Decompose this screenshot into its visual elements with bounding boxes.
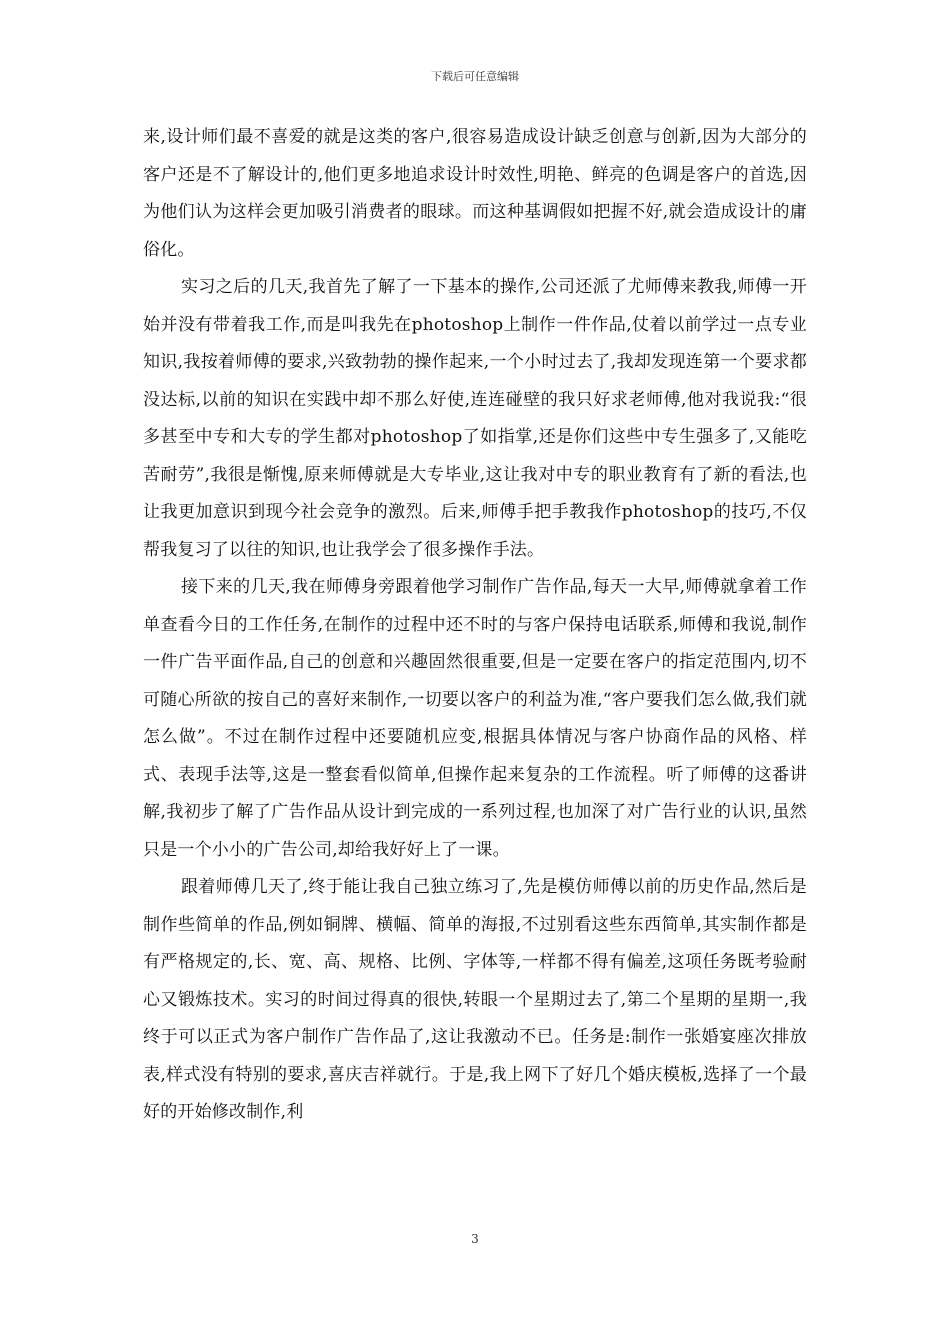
paragraph-independent-practice: 跟着师傅几天了,终于能让我自己独立练习了,先是模仿师傅以前的历史作品,然后是制作些简单的作品,例如铜牌、横幅、简单的海报,不过别看这些东西简单,其实制作都是有严格规定的,长、宽、高、规格、比例、字体等,一样都不得有偏差,这项任务既考验耐心又锻炼技术。实习的时间过得真的很快,转眼一个星期过去了,第二个星期的星期一,我终于可以正式为客户制作广告作品了,这让我激动不已。任务是:制作一张婚宴座次排放表,样式没有特别的要求,喜庆吉祥就行。于是,我上网下了好几个婚庆模板,选择了一个最好的开始修改制作,利 bbox=[143, 877, 807, 1122]
document-body bbox=[143, 119, 807, 1132]
page-header: 下载后可任意编辑 bbox=[431, 70, 519, 83]
paragraph-learning-with-master: 接下来的几天,我在师傅身旁跟着他学习制作广告作品,每天一大早,师傅就拿着工作单查看今日的工作任务,在制作的过程中还不时的与客户保持电话联系,师傅和我说,制作一件广告平面作品,自己的创意和兴趣固然很重要,但是一定要在客户的指定范围内,切不可随心所欲的按自己的喜好来制作,一切要以客户的利益为准,“客户要我们怎么做,我们就怎么做”。不过在制作过程中还要随机应变,根据具体情况与客户协商作品的风格、样式、表现手法等,这是一整套看似简单,但操作起来复杂的工作流程。听了师傅的这番讲解,我初步了解了广告作品从设计到完成的一系列过程,也加深了对广告行业的认识,虽然只是一个小小的广告公司,却给我好好上了一课。 bbox=[143, 577, 807, 860]
paragraph-continuation: 来,设计师们最不喜爱的就是这类的客户,很容易造成设计缺乏创意与创新,因为大部分的客户还是不了解设计的,他们更多地追求设计时效性,明艳、鲜亮的色调是客户的首选,因为他们认为这样会更加吸引消费者的眼球。而这种基调假如把握不好,就会造成设计的庸俗化。 bbox=[143, 127, 807, 260]
paragraph-internship-first-days: 实习之后的几天,我首先了解了一下基本的操作,公司还派了尤师傅来教我,师傅一开始并没有带着我工作,而是叫我先在photoshop上制作一件作品,仗着以前学过一点专业知识,我按着师傅的要求,兴致勃勃的操作起来,一个小时过去了,我却发现连第一个要求都没达标,以前的知识在实践中却不那么好使,连连碰壁的我只好求老师傅,他对我说我:“很多甚至中专和大专的学生都对photoshop了如指掌,还是你们这些中专生强多了,又能吃苦耐劳”,我很是惭愧,原来师傅就是大专毕业,这让我对中专的职业教育有了新的看法,也让我更加意识到现今社会竞争的激烈。后来,师傅手把手教我作photoshop的技巧,不仅帮我复习了以往的知识,也让我学会了很多操作手法。 bbox=[143, 277, 808, 560]
page-number: 3 bbox=[471, 1232, 479, 1246]
